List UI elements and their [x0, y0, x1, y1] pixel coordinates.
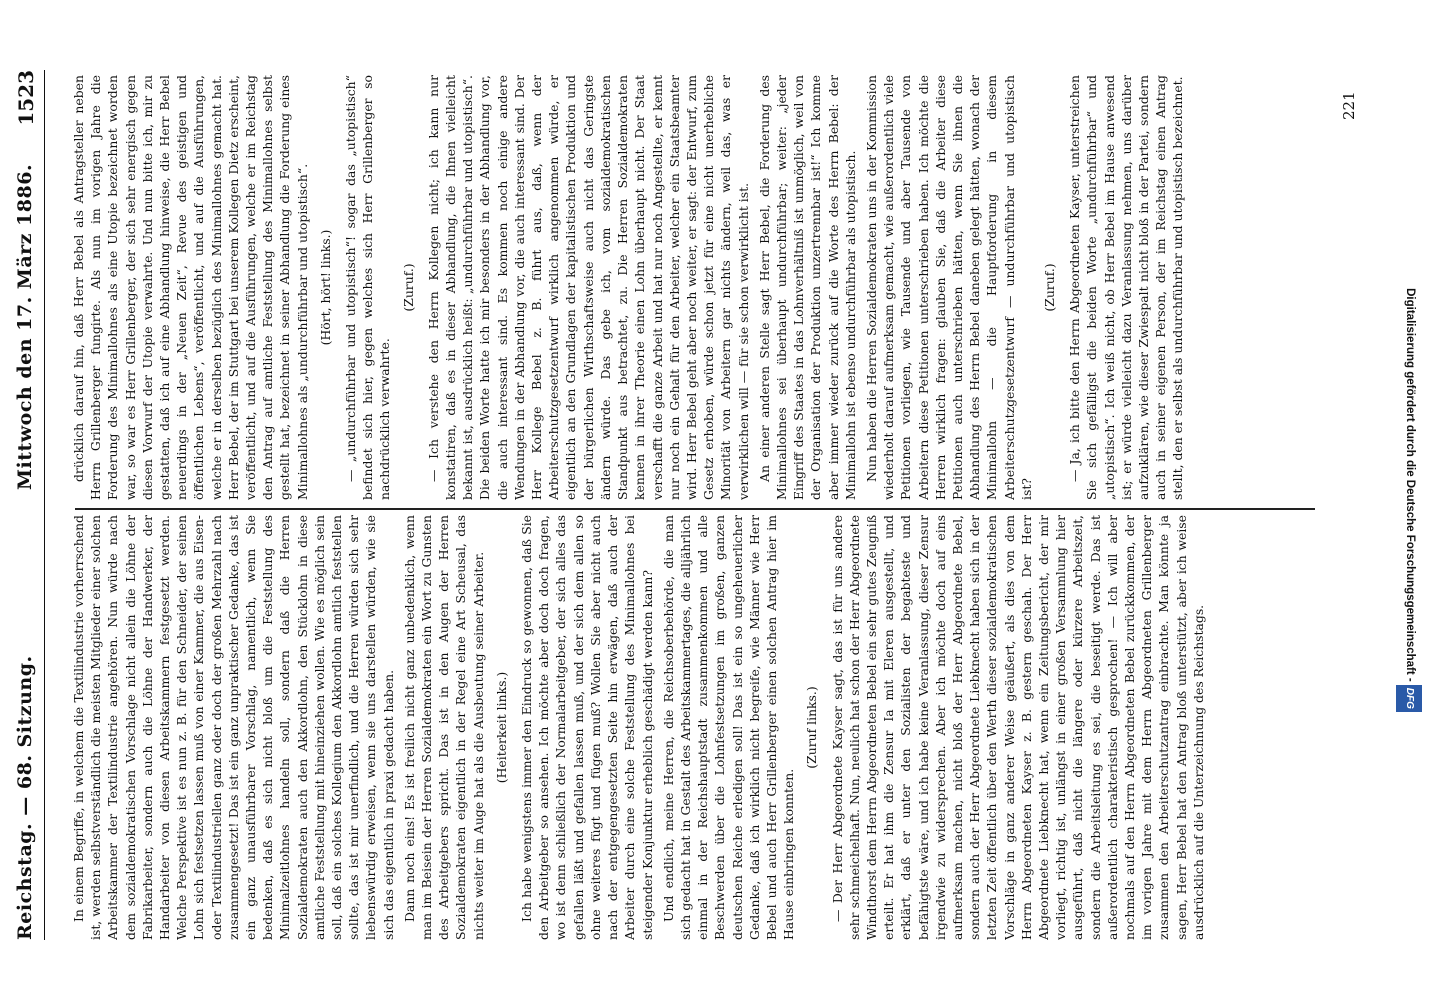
paragraph: Nun haben die Herren Sozialdemokraten uns in der Kommission wiederholt darauf aufmerksam gemacht, wie außerordentlich viele Petitionen vorliegen, wie Tausende und aber Tausende von Arbeitern diese Petitionen unterschrieben haben. Ich möchte die Herren wirklich fragen: glauben Sie, daß die Arbeiter diese Petitionen auch unterschrieben hätten, wenn Sie ihnen die Abhandlung des Herrn Bebel daneben gelegt hätten, wonach der Minimallohn — die Hauptforderung in diesem Arbeiterschutzgesetzentwurf — undurchführbar und utopistisch ist? [863, 75, 1034, 500]
paragraph: An einer anderen Stelle sagt Herr Bebel, die Forderung des Minimallohnes sei überhaupt undurchführbar; weiter: „jeder Eingriff des Staates in das Lohnverhältniß ist unmöglich, weil von der Organisation der Produktion unzertrennbar ist!“ Ich komme aber immer wieder zurück auf die Worte des Herrn Bebel: der Minimallohn ist ebenso undurchführbar als utopistisch. [756, 75, 858, 500]
text-column-right [70, 75, 1320, 500]
text-column-left [70, 515, 1320, 940]
credit-text: Digitalisierung gefördert durch die Deutsche Forschungsgemeinschaft - [1404, 288, 1416, 682]
column-divider [75, 509, 1315, 511]
paragraph: Und endlich, meine Herren, die Reichsoberbehörde, die man sich gedacht hat in Gestalt des Arbeitskammertages, die alljährlich einmal in der Reichshauptstadt zusammenkommen und alle Beschwerden über die Lohnfestsetzungen im großen, ganzen deutschen Reiche erledigen soll! Das ist ein so ungeheuerlicher Gedanke, daß ich wirklich nicht begreife, wie Männer wie Herr Bebel und auch Herr Grillenberger einen solchen Antrag hier im Hause einbringen konnten. [660, 515, 797, 940]
page-header [6, 70, 45, 940]
signature-mark: 221 [1340, 91, 1358, 120]
digitization-credit [1397, 10, 1423, 990]
interjection: (Zuruf links.) [804, 686, 820, 769]
paragraph: — Der Herr Abgeordnete Kayser sagt, das ist für uns andere sehr schmeichelhaft. Nun, neulich hat schon der Herr Abgeordnete Windthorst dem Herrn Abgeordneten Bebel ein sehr gutes Zeugniß erteilt. Er hat ihm die Zensur Ia mit Eleren ausgestellt, und erklärt, daß er unter den Sozialisten der begabteste und befähigtste wäre, und ich habe keine Veranlassung, dieser Zensur irgendwie zu widersprechen. Aber ich möchte doch auf eins aufmerksam machen, nicht bloß der Herr Abgeordnete Bebel, sondern auch der Herr Abgeordnete Liebknecht haben sich in der letzten Zeit öffentlich über den Werth dieser sozialdemokratischen Vorschläge in ganz anderer Weise geäußert, als dies von dem Herrn Abgeordneten Kayser z. B. gestern geschah. Der Herr Abgeordnete Liebknecht hat, wenn ein Zeitungsbericht, der mir vorliegt, richtig ist, unlängst in einer großen Versammlung hier ausgeführt, daß nicht die längere oder kürzere Arbeitszeit, sondern die Arbeitsleitung es sei, die beseitigt werde. Das ist außerordentlich charakteristisch gesprochen! — Ich will aber nochmals auf den Herrn Abgeordneten Bebel zurückkommen, der im vorigen Jahre mit dem Herrn Abgeordneten Grillenberger zusammen den Arbeiterschutzantrag einbrachte. Man könnte ja sagen, Herr Bebel hat den Antrag bloß unterstützt, aber ich weise ausdrücklich auf die Unterzeichnung des Reichstags. [829, 515, 1206, 940]
interjection: (Heiterkeit links.) [493, 671, 509, 784]
paragraph: Ich habe wenigstens immer den Eindruck so gewonnen, daß Sie den Arbeitgeber so ansehen. Ich möchte aber doch doch fragen, wo ist denn schließlich der Normalarbeitgeber, der sich alles das gefallen läßt und gefallen lassen muß, und der sich dem allen so ohne weiteres fügt und fügen muß? Wollen Sie aber nicht auch nach der entgegengesetzten Seite hin erwägen, daß auch der Arbeiter durch eine solche Feststellung des Minimallohnes bei steigender Konjunktur erheblich geschädigt werden kann? [519, 515, 655, 940]
paragraph: In einem Begriffe, in welchem die Textilindustrie vorherrschend ist, werden selbstverständlich die meisten Mitglieder einer solchen Arbeitskammer der Textilindustrie angehören. Nun würde nach dem sozialdemokratischen Vorschlage nicht allein die Löhne der Fabrikarbeiter, sondern auch die Löhne der Handwerker, der Handarbeiter von diesen Arbeitskammern festgesetzt werden. Welche Perspektive ist es nun z. B. für den Schneider, der seinen Lohn sich festsetzen lassen muß von einer Kammer, die aus Eisen- oder Textilindustriellen ganz oder doch der großen Mehrzahl nach zusammengesetzt! Das ist ein ganz unpraktischer Gedanke, das ist ein ganz unausführbarer Vorschlag, namentlich, wenn Sie bedenken, daß es sich nicht bloß um die Feststellung des Minimalzeitlohnes handeln soll, sondern daß die Herren Sozialdemokraten auch den Akkordlohn, den Stücklohn in diese amtliche Feststellung mit hineinziehen wollen. Wie es möglich sein soll, daß ein solches Kollegium den Akkordlohn amtlich feststellen sollte, das ist mir unerfindlich, und die Herren würden sich sehr liebenswürdig erweisen, wenn sie uns darstellen würden, wie sie sich das eigentlich in praxi gedacht haben. [71, 515, 396, 940]
interjection: (Zuruf.) [1041, 263, 1057, 312]
interjection: (Zuruf.) [400, 263, 416, 312]
header-date: Mittwoch den 17. März 1886. [14, 163, 36, 490]
page-number: 1523 [14, 70, 38, 126]
paragraph: — Ich verstehe den Herrn Kollegen nicht; ich kann nur konstatiren, daß es in dieser Abhandlung, die Ihnen vielleicht bekannt ist, ausdrücklich heißt: „undurchführbar und utopistisch“. Die beiden Worte hatte ich mir besonders in der Abhandlung vor, die auch interessant sind. Es kommen noch einige andere Wendungen in der Abhandlung vor, die auch interessant sind. Der Herr Kollege Bebel z. B. führt aus, daß, wenn der Arbeiterschutzgesetzentwurf wirklich angenommen würde, er eigentlich an den Grundlagen der kapitalistischen Produktion und der bürgerlichen Wirthschaftsweise auch nicht das Geringste ändern würde. Das gebe ich, vom sozialdemokratischen Standpunkt aus betrachtet, zu. Die Herren Sozialdemokraten kennen in ihrer Theorie einen Lohn überhaupt nicht. Der Staat verschafft die ganze Arbeit und hat nur noch Angestellte, er kennt nur noch ein Gehalt für den Arbeiter, welcher ein Staatsbeamter wird. Herr Bebel geht aber noch weiter, er sagt: der Entwurf, zum Gesetz erhoben, würde schon jetzt für eine nicht unerhebliche Minorität von Arbeitern gar nichts ändern, weil das, was er verwirklichen will — für sie schon verwirklicht ist. [425, 75, 751, 500]
paragraph: — „undurchführbar und utopistisch“! sogar das „utopistisch“ befindet sich hier, gegen welches sich Herr Grillenberger so nachdrücklich verwahrte. [343, 75, 393, 500]
paragraph: Dann noch eins! Es ist freilich nicht ganz unbedenklich, wenn man im Beisein der Herren Sozialdemokraten ein Wort zu Gunsten des Arbeitgebers spricht. Das ist in den Augen der Herren Sozialdemokraten eigentlich in der Regel eine Art Scheusal, das nichts weiter im Auge hat als die Ausbeutung seiner Arbeiter. [401, 515, 486, 940]
dfg-logo: DFG [1396, 685, 1422, 712]
header-session: Reichstag. — 68. Sitzung. [14, 655, 36, 940]
paragraph: — Ja, ich bitte den Herrn Abgeordneten Kayser, unterstreichen Sie sich gefälligst die beiden Worte „undurchführbar“ und „utopistisch“. Ich weiß nicht, ob Herr Bebel im Hause anwesend ist; er würde vielleicht dazu Veranlassung nehmen, uns darüber aufzuklären, wie dieser Zwiespalt nicht bloß in der Partei, sondern auch in seiner eigenen Person, der im Reichstag einen Antrag stellt, den er selbst als undurchführbar und utopistisch bezeichnet. [1067, 75, 1186, 500]
interjection: (Hört, hört! links.) [317, 229, 333, 346]
paragraph: drücklich darauf hin, daß Herr Bebel als Antragsteller neben Herrn Grillenberger fungirte. Als nun im vorigen Jahre die Forderung des Minimallohnes als eine Utopie bezeichnet worden war, so war es Herr Grillenberger, der sich sehr energisch gegen diesen Vorwurf der Utopie verwahrte. Und nun bitte ich, mir zu gestatten, daß ich auf eine Abhandlung hinweise, die Herr Bebel neuerdings in der „Neuen Zeit“, Revue des geistigen und öffentlichen Lebens“, veröffentlicht, und auf die Ausführungen, welche er in derselben bezüglich des Minimallohnes gemacht hat. Herr Bebel, der im Stuttgart bei unserem Kollegen Dietz erscheint, veröffentlicht, und auf die Ausführungen, welche er im Reichstag den Antrag auf amtliche Feststellung des Minimallohnes selbst gestellt hat, bezeichnet in seiner Abhandlung die Forderung eines Minimallohnes als „undurchführbar und utopistisch“. [71, 75, 310, 500]
